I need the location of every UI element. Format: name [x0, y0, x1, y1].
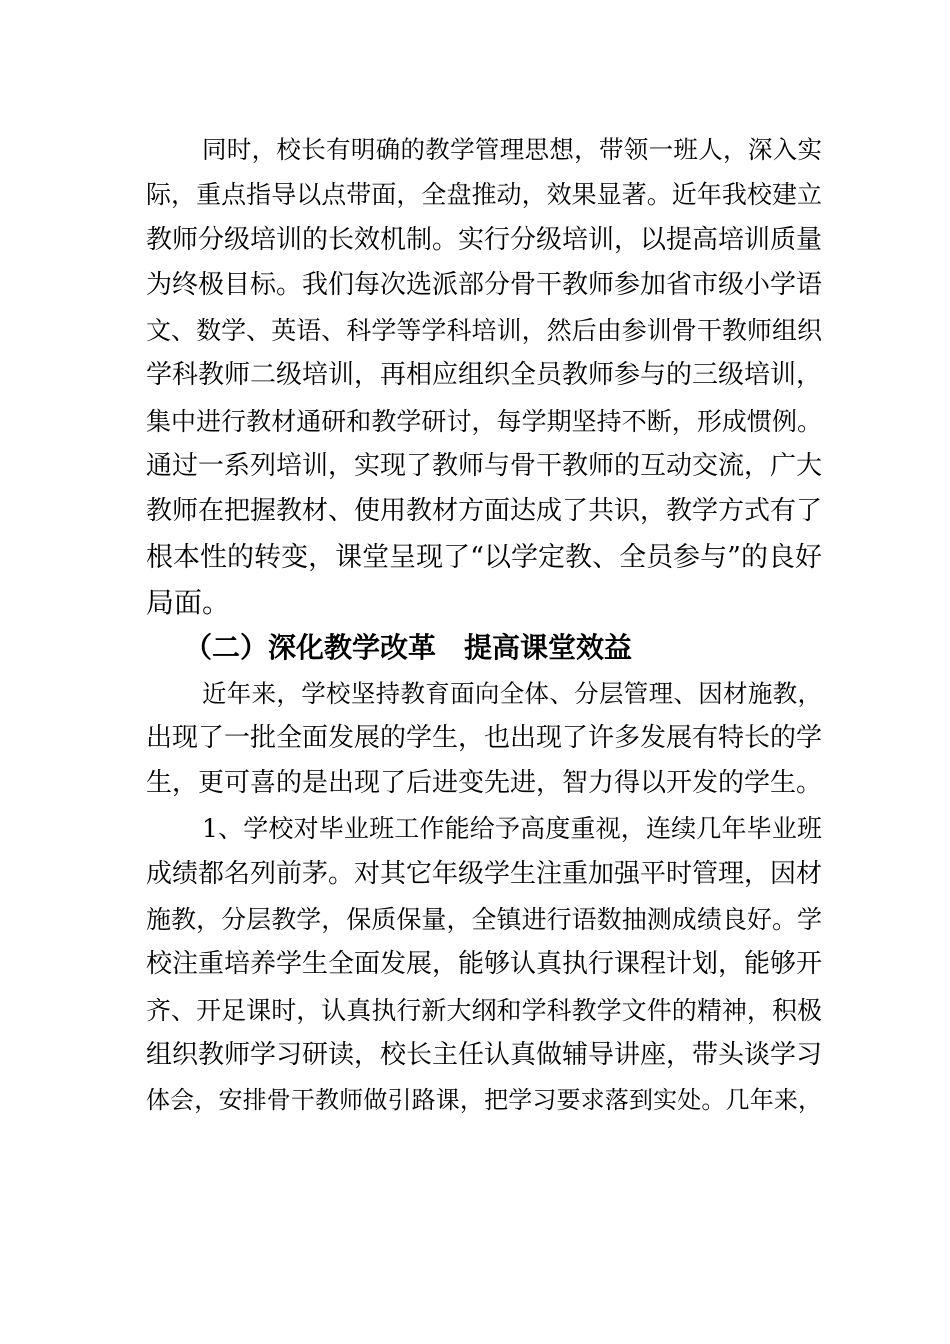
paragraph-line: 齐、开足课时，认真执行新大纲和学科教学文件的精神，积极: [146, 995, 822, 1025]
paragraph-line: 近年来，学校坚持教育面向全体、分层管理、因材施教，: [202, 678, 822, 708]
paragraph-line: 根本性的转变，课堂呈现了“以学定教、全员参与”的良好: [146, 541, 822, 573]
paragraph-line: 施教，分层教学，保质保量，全镇进行语数抽测成绩良好。学: [146, 905, 822, 935]
paragraph-line: 为终极目标。我们每次选派部分骨干教师参加省市级小学语: [146, 269, 823, 300]
body-text: [146, 127, 822, 1124]
paragraph-line: 学科教师二级培训，再相应组织全员教师参与的三级培训，: [146, 360, 823, 391]
paragraph-line: 1、学校对毕业班工作能给予高度重视，连续几年毕业班: [202, 814, 822, 844]
paragraph-line: 组织教师学习研读，校长主任认真做辅导讲座，带头谈学习: [146, 1039, 823, 1070]
paragraph-line: 文、数学、英语、科学等学科培训，然后由参训骨干教师组织: [146, 316, 822, 346]
paragraph-line: 际，重点指导以点带面，全盘推动，效果显著。近年我校建立: [146, 180, 822, 210]
paragraph-line: 出现了一批全面发展的学生，也出现了许多发展有特长的学: [146, 722, 823, 753]
paragraph-line: 校注重培养学生全面发展，能够认真执行课程计划，能够开: [146, 949, 823, 980]
paragraph-line: 教师在把握教材、使用教材方面达成了共识，教学方式有了: [146, 496, 823, 527]
paragraph-line: 生，更可喜的是出现了后进变先进，智力得以开发的学生。: [146, 768, 823, 799]
paragraph-line: 集中进行教材通研和教学研讨，每学期坚持不断，形成惯例。: [146, 406, 822, 436]
paragraph-line: 局面。: [146, 585, 231, 619]
paragraph-line: 通过一系列培训，实现了教师与骨干教师的互动交流，广大: [146, 451, 823, 482]
section-heading: （二）深化教学改革 提高课堂效益: [184, 631, 633, 665]
paragraph-line: 同时，校长有明确的教学管理思想，带领一班人，深入实: [202, 135, 822, 164]
paragraph-line: 教师分级培训的长效机制。实行分级培训，以提高培训质量: [146, 224, 823, 255]
paragraph-line: 成绩都名列前茅。对其它年级学生注重加强平时管理，因材: [146, 858, 823, 889]
paragraph-line: 体会，安排骨干教师做引路课，把学习要求落到实处。几年来，: [146, 1086, 822, 1115]
